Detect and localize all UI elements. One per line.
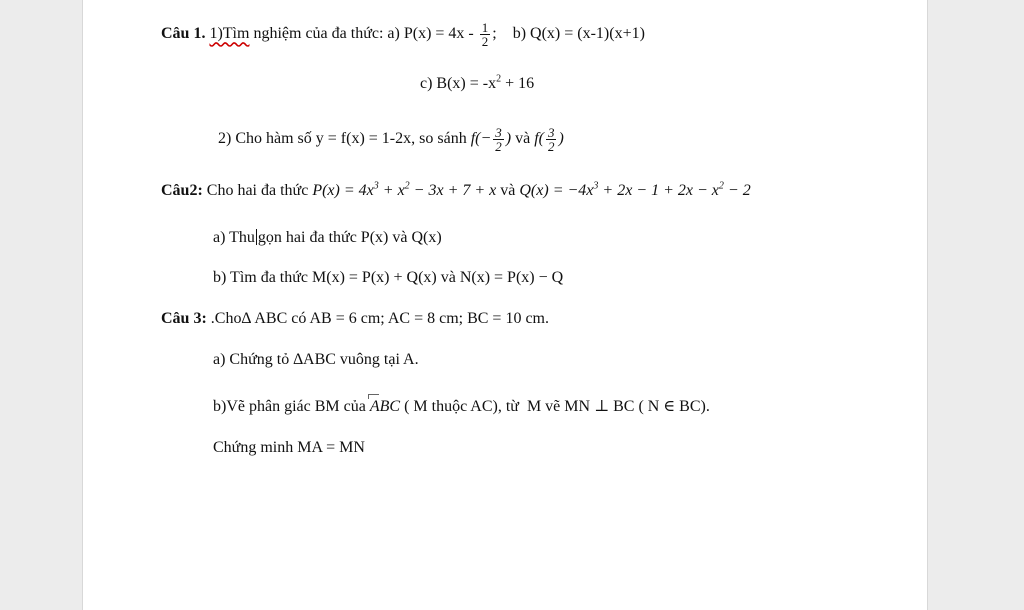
cau3-label: Câu 3: bbox=[161, 310, 207, 327]
cau3-part-b: b)Vẽ phân giác BM của ABC ( M thuộc AC), từ M vẽ MN ⊥ BC ( N ∈ BC). bbox=[213, 397, 710, 417]
polynomial-q: $Q(x) = -4x^3 + 2x - 1 + 2x - x^2 - 2$ bbox=[519, 180, 751, 199]
cau2-line: Câu2: Cho hai đa thức $P(x) = 4x^3 + x^2 - 3x + 7 + x$ và $Q(x) = -4x^3 + 2x - 1 + 2x - x^2 - 2$ bbox=[161, 180, 751, 199]
cau3-part-a: a) Chứng tỏ ∆ABC vuông tại A. bbox=[213, 351, 419, 368]
cau1-part1-text: nghiệm của đa thức: a) P(x) = 4x - bbox=[249, 25, 478, 43]
cau2-part-a: a) Thu gọn hai đa thức P(x) và Q(x) bbox=[213, 229, 442, 246]
document-page bbox=[82, 0, 928, 610]
angle-abc: ABC bbox=[370, 397, 400, 417]
cau1-part2: 2) Cho hàm số y = f(x) = 1-2x, so sánh f(− $\frac{3}{2}$ ) và f( $\frac{3}{2}$ ) bbox=[218, 125, 564, 154]
cau1-part-c: c) $B(x) = -x^2 + 16$ bbox=[420, 73, 535, 92]
cau1-line1 bbox=[161, 21, 645, 48]
cau3-part-c: Chứng minh MA = MN bbox=[213, 439, 365, 456]
text-cursor bbox=[256, 229, 257, 245]
cau1-after-frac: ; b) Q(x) = (x-1)(x+1) bbox=[492, 25, 645, 43]
cau1-label: Câu 1. bbox=[161, 25, 206, 43]
fraction-one-half: $\frac{1}{2}$ bbox=[481, 20, 489, 49]
cau1-part1-label: 1)Tìm bbox=[209, 25, 250, 43]
cau3-line: Câu 3: .Cho∆ ABC có AB = 6 cm; AC = 8 cm; BC = 10 cm. bbox=[161, 310, 549, 327]
polynomial-p: $P(x) = 4x^3 + x^2 - 3x + 7 + x$ bbox=[312, 180, 497, 199]
cau2-part-b: b) Tìm đa thức M(x) = P(x) + Q(x) và N(x) = P(x) − Q bbox=[213, 269, 564, 286]
f-three-halves: f( $\frac{3}{2}$ ) bbox=[534, 125, 564, 154]
cau2-label: Câu2: bbox=[161, 182, 203, 199]
f-neg-three-halves: f(− $\frac{3}{2}$ ) bbox=[470, 125, 512, 154]
